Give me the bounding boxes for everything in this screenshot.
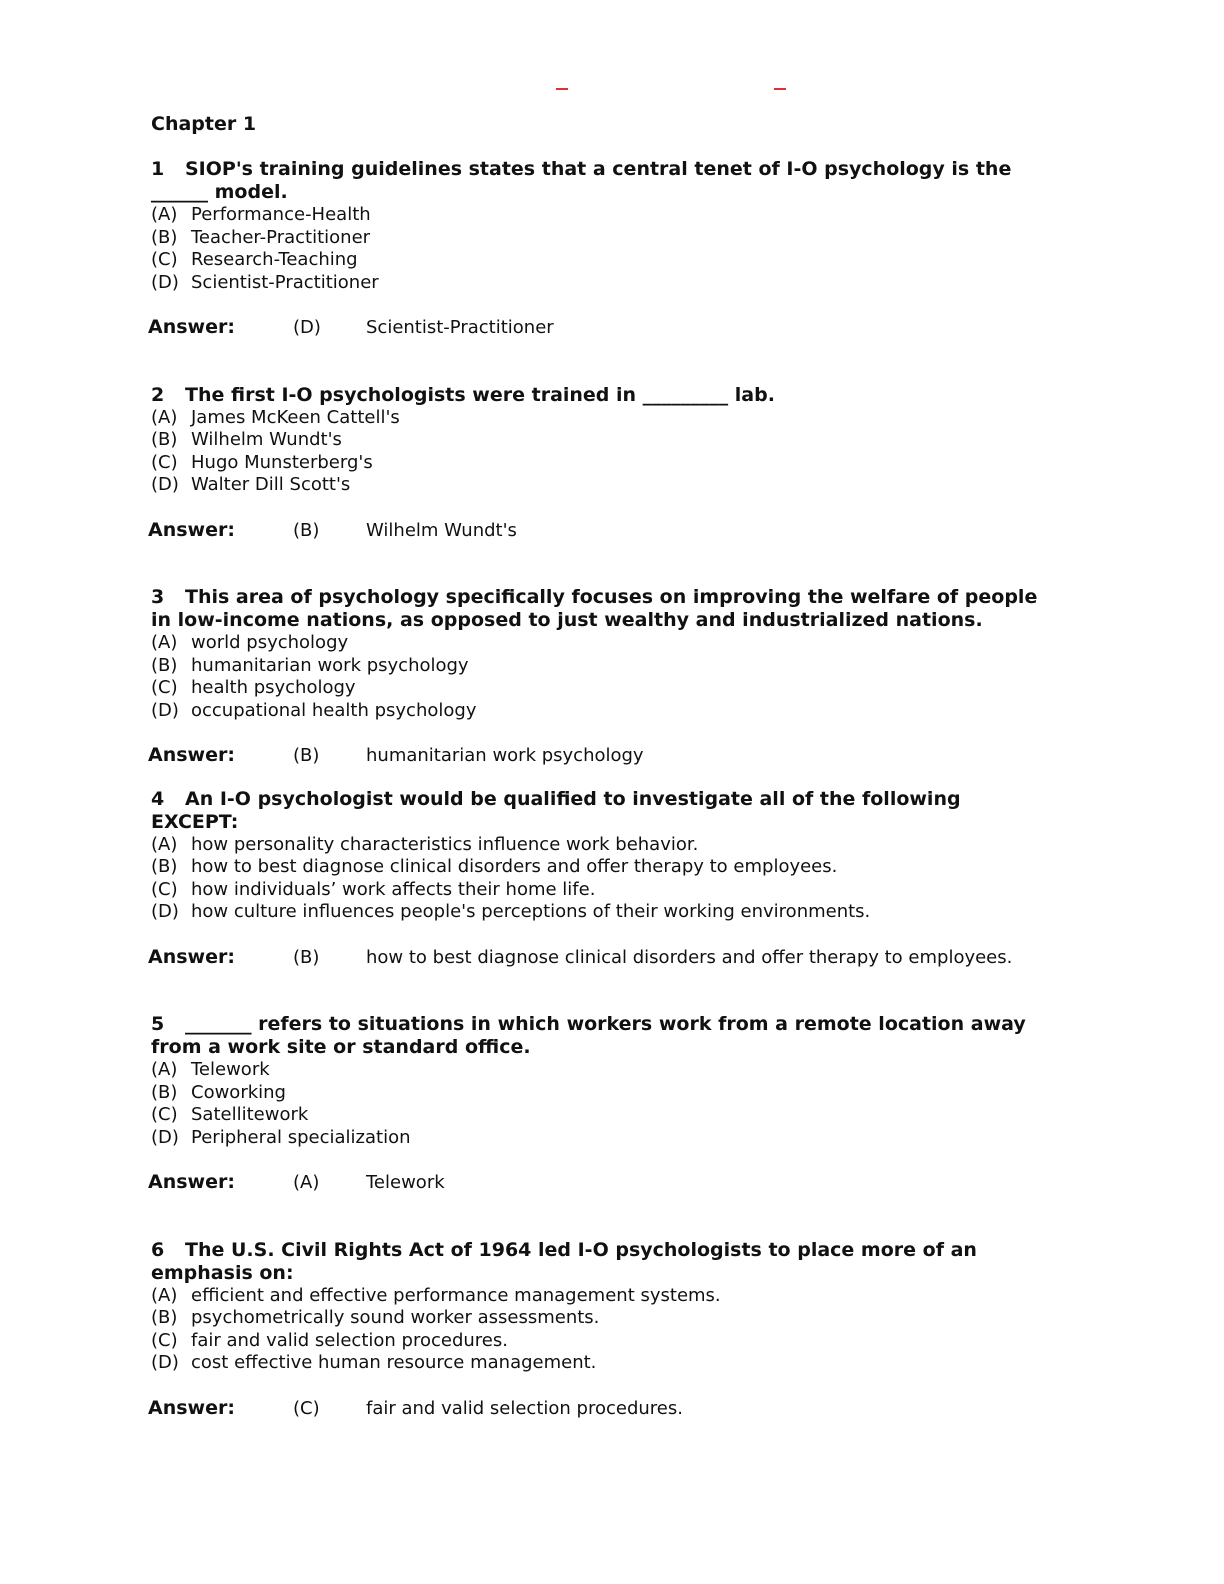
- option-text: efficient and effective performance management systems.: [191, 1284, 721, 1306]
- question-number: 3: [151, 586, 165, 608]
- answer-label: Answer:: [148, 1396, 235, 1419]
- option-letter: (A): [151, 833, 178, 855]
- option-letter: (C): [151, 451, 178, 473]
- question-block: [148, 787, 1051, 970]
- option-letter: (A): [151, 406, 178, 428]
- option-text: occupational health psychology: [191, 699, 477, 721]
- option-text: Performance-Health: [191, 204, 371, 225]
- option-letter: (B): [151, 856, 178, 877]
- red-mark-right: [774, 88, 786, 90]
- option-letter: (B): [151, 654, 178, 676]
- answer-option: [151, 272, 1051, 295]
- option-text: humanitarian work psychology: [191, 654, 469, 676]
- option-text: Telework: [191, 1059, 270, 1080]
- question-list: [148, 158, 1051, 1420]
- question-number: 2: [151, 383, 165, 406]
- question-block: [148, 1013, 1051, 1195]
- option-text: Wilhelm Wundt's: [191, 429, 342, 450]
- option-text: James McKeen Cattell's: [191, 406, 400, 428]
- option-letter: (A): [151, 1059, 178, 1080]
- answer-option: [151, 1352, 1051, 1375]
- question-prompt: An I-O psychologist would be qualified to investigate all of the following EXCEPT:: [151, 787, 961, 833]
- option-text: world psychology: [191, 632, 349, 653]
- answer-option: [151, 1104, 1051, 1127]
- option-letter: (D): [151, 1126, 179, 1148]
- option-text: Walter Dill Scott's: [191, 474, 351, 495]
- answer-option: [151, 632, 1051, 655]
- answer-label: Answer:: [148, 518, 235, 541]
- answer-text: fair and valid selection procedures.: [366, 1397, 683, 1419]
- question-number: 4: [151, 787, 165, 810]
- option-letter: (A): [151, 204, 178, 225]
- question-text: [151, 384, 1051, 407]
- question-text: [151, 586, 1051, 632]
- answer-text: Wilhelm Wundt's: [366, 519, 517, 541]
- option-letter: (C): [151, 878, 178, 900]
- option-text: Research-Teaching: [191, 249, 358, 270]
- answer-letter: (B): [293, 519, 320, 541]
- question-prompt: The first I-O psychologists were trained in _________ lab.: [185, 383, 775, 406]
- option-letter: (D): [151, 271, 179, 293]
- answer-label: Answer:: [148, 1171, 235, 1193]
- option-letter: (B): [151, 1081, 178, 1103]
- option-text: how to best diagnose clinical disorders and offer therapy to employees.: [191, 856, 838, 877]
- answer-row: [148, 1397, 1051, 1421]
- option-letter: (C): [151, 677, 178, 698]
- option-text: how individuals’ work affects their home life.: [191, 878, 596, 900]
- question-text: [151, 1013, 1051, 1059]
- question-prompt: _______ refers to situations in which workers work from a remote location away from a work site or standard office.: [151, 1013, 1026, 1058]
- answer-option: [151, 1082, 1051, 1105]
- answer-letter: (B): [293, 745, 320, 766]
- answer-option: [151, 204, 1051, 227]
- answer-option: [151, 677, 1051, 700]
- answer-option: [151, 1285, 1051, 1308]
- option-text: cost effective human resource management.: [191, 1352, 597, 1373]
- option-letter: (B): [151, 1307, 178, 1328]
- answer-text: how to best diagnose clinical disorders and offer therapy to employees.: [366, 946, 1013, 968]
- question-text: [151, 1239, 1051, 1285]
- answer-option: [151, 452, 1051, 475]
- answer-label: Answer:: [148, 744, 235, 766]
- question-block: [148, 586, 1051, 768]
- answer-label: Answer:: [148, 945, 235, 968]
- option-letter: (A): [151, 632, 178, 653]
- answer-text: Scientist-Practitioner: [366, 317, 554, 338]
- answer-option: [151, 227, 1051, 250]
- question-number: 5: [151, 1013, 165, 1035]
- option-text: Teacher-Practitioner: [191, 226, 371, 248]
- red-mark-left: [556, 88, 568, 90]
- answer-option: [151, 700, 1051, 723]
- option-letter: (C): [151, 1329, 178, 1351]
- answer-option: [151, 879, 1051, 902]
- answer-letter: (C): [293, 1397, 320, 1419]
- answer-option: [151, 834, 1051, 857]
- answer-option: [151, 429, 1051, 452]
- option-letter: (C): [151, 249, 178, 270]
- answer-text: humanitarian work psychology: [366, 745, 644, 766]
- answer-option: [151, 249, 1051, 272]
- answer-option: [151, 901, 1051, 924]
- option-letter: (B): [151, 429, 178, 450]
- option-text: health psychology: [191, 677, 356, 698]
- answer-row: [148, 744, 1051, 768]
- question-number: 1: [151, 158, 165, 180]
- option-text: fair and valid selection procedures.: [191, 1329, 508, 1351]
- document-page: [148, 112, 1051, 1420]
- question-prompt: SIOP's training guidelines states that a central tenet of I-O psychology is the ______ model.: [151, 158, 1012, 203]
- option-text: how personality characteristics influence work behavior.: [191, 833, 699, 855]
- option-text: how culture influences people's perceptions of their working environments.: [191, 901, 871, 922]
- answer-row: [148, 1171, 1051, 1195]
- option-letter: (D): [151, 699, 179, 721]
- option-text: Scientist-Practitioner: [191, 271, 379, 293]
- question-text: [151, 788, 1051, 834]
- question-number: 6: [151, 1238, 165, 1261]
- answer-option: [151, 856, 1051, 879]
- answer-option: [151, 1330, 1051, 1353]
- answer-label: Answer:: [148, 316, 235, 338]
- answer-row: [148, 946, 1051, 970]
- question-text: [151, 158, 1051, 204]
- answer-option: [151, 407, 1051, 430]
- question-prompt: This area of psychology specifically focuses on improving the welfare of people in low-income nations, as opposed to just wealthy and industrialized nations.: [151, 586, 1038, 631]
- chapter-heading: Chapter 1: [151, 113, 257, 135]
- option-letter: (D): [151, 901, 179, 922]
- option-text: psychometrically sound worker assessments.: [191, 1307, 600, 1328]
- option-letter: (C): [151, 1104, 178, 1125]
- answer-option: [151, 1307, 1051, 1330]
- answer-option: [151, 655, 1051, 678]
- answer-option: [151, 1059, 1051, 1082]
- option-text: Peripheral specialization: [191, 1126, 411, 1148]
- answer-letter: (B): [293, 946, 320, 968]
- option-letter: (D): [151, 1352, 179, 1373]
- answer-text: Telework: [366, 1172, 445, 1193]
- answer-letter: (A): [293, 1172, 320, 1193]
- option-letter: (A): [151, 1284, 178, 1306]
- question-block: [148, 158, 1051, 340]
- question-block: [148, 383, 1051, 543]
- option-text: Coworking: [191, 1081, 286, 1103]
- answer-letter: (D): [293, 317, 321, 338]
- question-prompt: The U.S. Civil Rights Act of 1964 led I-O psychologists to place more of an emphasis on:: [151, 1238, 977, 1284]
- option-letter: (B): [151, 226, 178, 248]
- option-text: Hugo Munsterberg's: [191, 451, 373, 473]
- answer-row: [148, 519, 1051, 543]
- option-text: Satellitework: [191, 1104, 309, 1125]
- answer-option: [151, 474, 1051, 497]
- answer-row: [148, 316, 1051, 340]
- answer-option: [151, 1127, 1051, 1150]
- option-letter: (D): [151, 474, 179, 495]
- question-block: [148, 1238, 1051, 1421]
